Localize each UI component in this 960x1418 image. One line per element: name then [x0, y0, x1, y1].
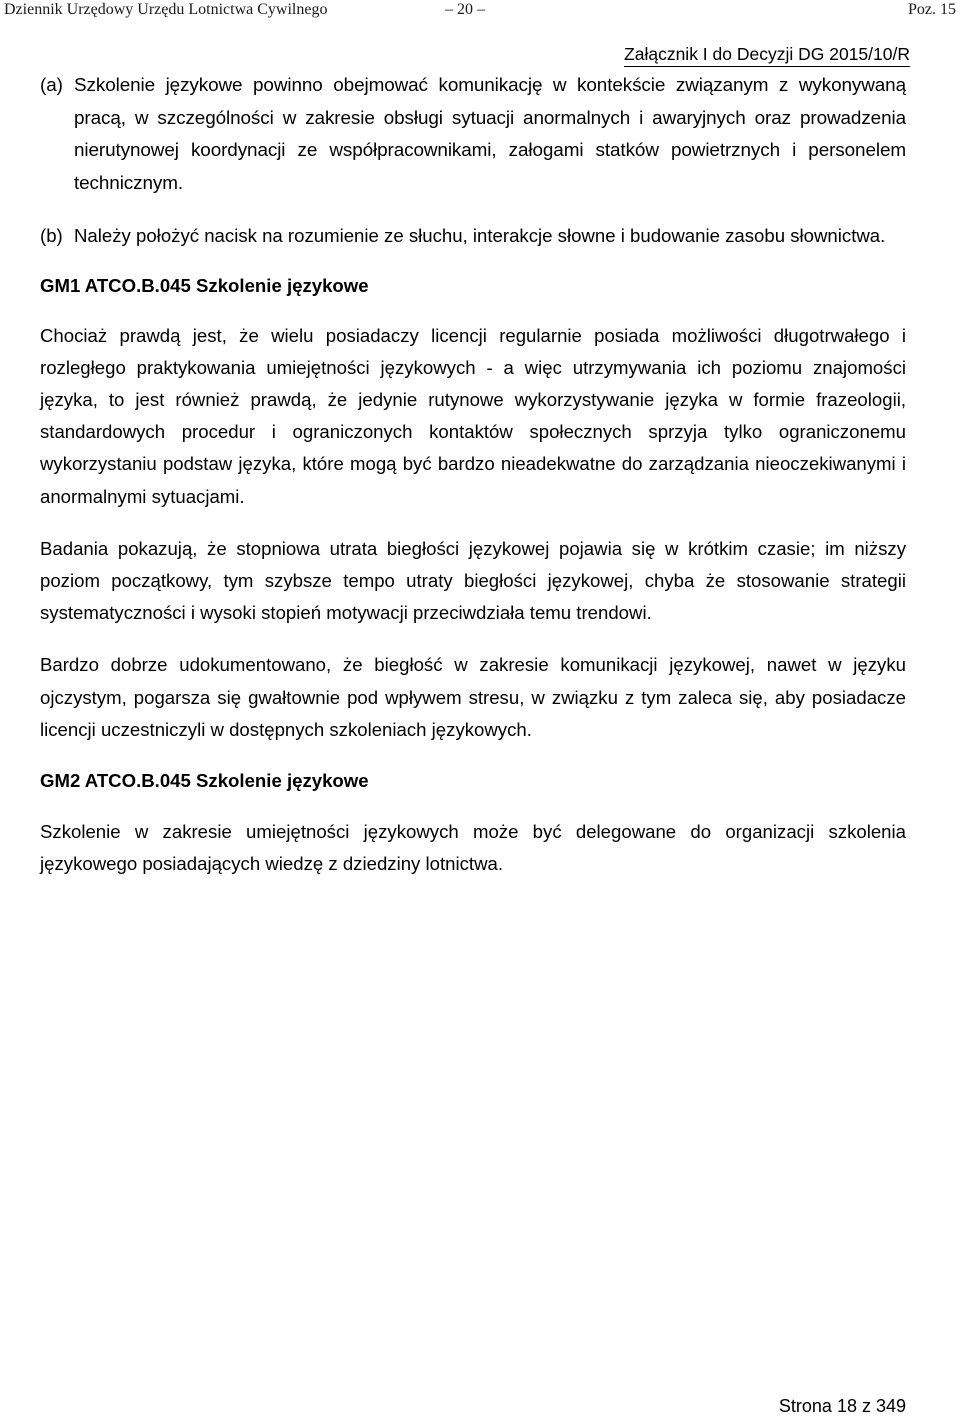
journal-title: Dziennik Urzędowy Urzędu Lotnictwa Cywilnego: [4, 1, 328, 18]
list-item-text: Szkolenie językowe powinno obejmować komunikację w kontekście związanym z wykonywaną pracą, w szczególności w zakresie obsługi sytuacji anormalnych i awaryjnych oraz prowadzenia nierutynowej koordynacji ze współpracownikami, załogami statków powietrznych i personelem technicznym.: [74, 75, 906, 194]
list-item-b: [40, 220, 906, 253]
paragraph: Bardzo dobrze udokumentowano, że biegłość w zakresie komunikacji językowej, nawet w języku ojczystym, pogarsza się gwałtownie pod wpływem stresu, w związku z tym zaleca się, aby posiadacze licencji uczestniczyli w dostępnych szkoleniach językowych.: [40, 654, 906, 740]
page-number: Strona 18 z 349: [778, 1396, 906, 1416]
list-marker: (b): [40, 225, 63, 246]
list-marker: (a): [40, 75, 63, 96]
section-heading-gm1: GM1 ATCO.B.045 Szkolenie językowe: [40, 274, 369, 296]
section-heading-gm2: GM2 ATCO.B.045 Szkolenie językowe: [40, 769, 369, 791]
list-item-text: Należy położyć nacisk na rozumienie ze słuchu, interakcje słowne i budowanie zasobu słownictwa.: [74, 225, 886, 246]
list-item-a: [40, 70, 906, 200]
paragraph: Szkolenie w zakresie umiejętności językowych może być delegowane do organizacji szkolenia językowego posiadających wiedzę z dziedziny lotnictwa.: [40, 820, 906, 875]
journal-header: [0, 0, 960, 22]
paragraph: Chociaż prawdą jest, że wielu posiadaczy licencji regularnie posiada możliwości długotrwałego i rozległego praktykowania umiejętności językowych - a więc utrzymywania ich poziomu znajomości języka, to jest również prawdą, że jedynie rutynowe wykorzystywanie języka w formie frazeologii, standardowych procedur i ograniczonych kontaktów społecznych sprzyja tylko ograniczonemu wykorzystaniu podstaw języka, które mogą być bardzo nieadekwatne do zarządzania nieoczekiwanymi i anormalnymi sytuacjami.: [40, 324, 906, 507]
document-body: [40, 70, 906, 880]
paragraph: Badania pokazują, że stopniowa utrata biegłości językowej pojawia się w krótkim czasie; im niższy poziom początkowy, tym szybsze tempo utraty biegłości językowej, chyba że stosowanie strategii systematyczności i wysoki stopień motywacji przeciwdziała temu trendowi.: [40, 537, 906, 624]
journal-position: Poz. 15: [908, 1, 956, 18]
annex-reference: Załącznik I do Decyzji DG 2015/10/R: [624, 43, 910, 67]
journal-page-number: – 20 –: [445, 1, 485, 18]
